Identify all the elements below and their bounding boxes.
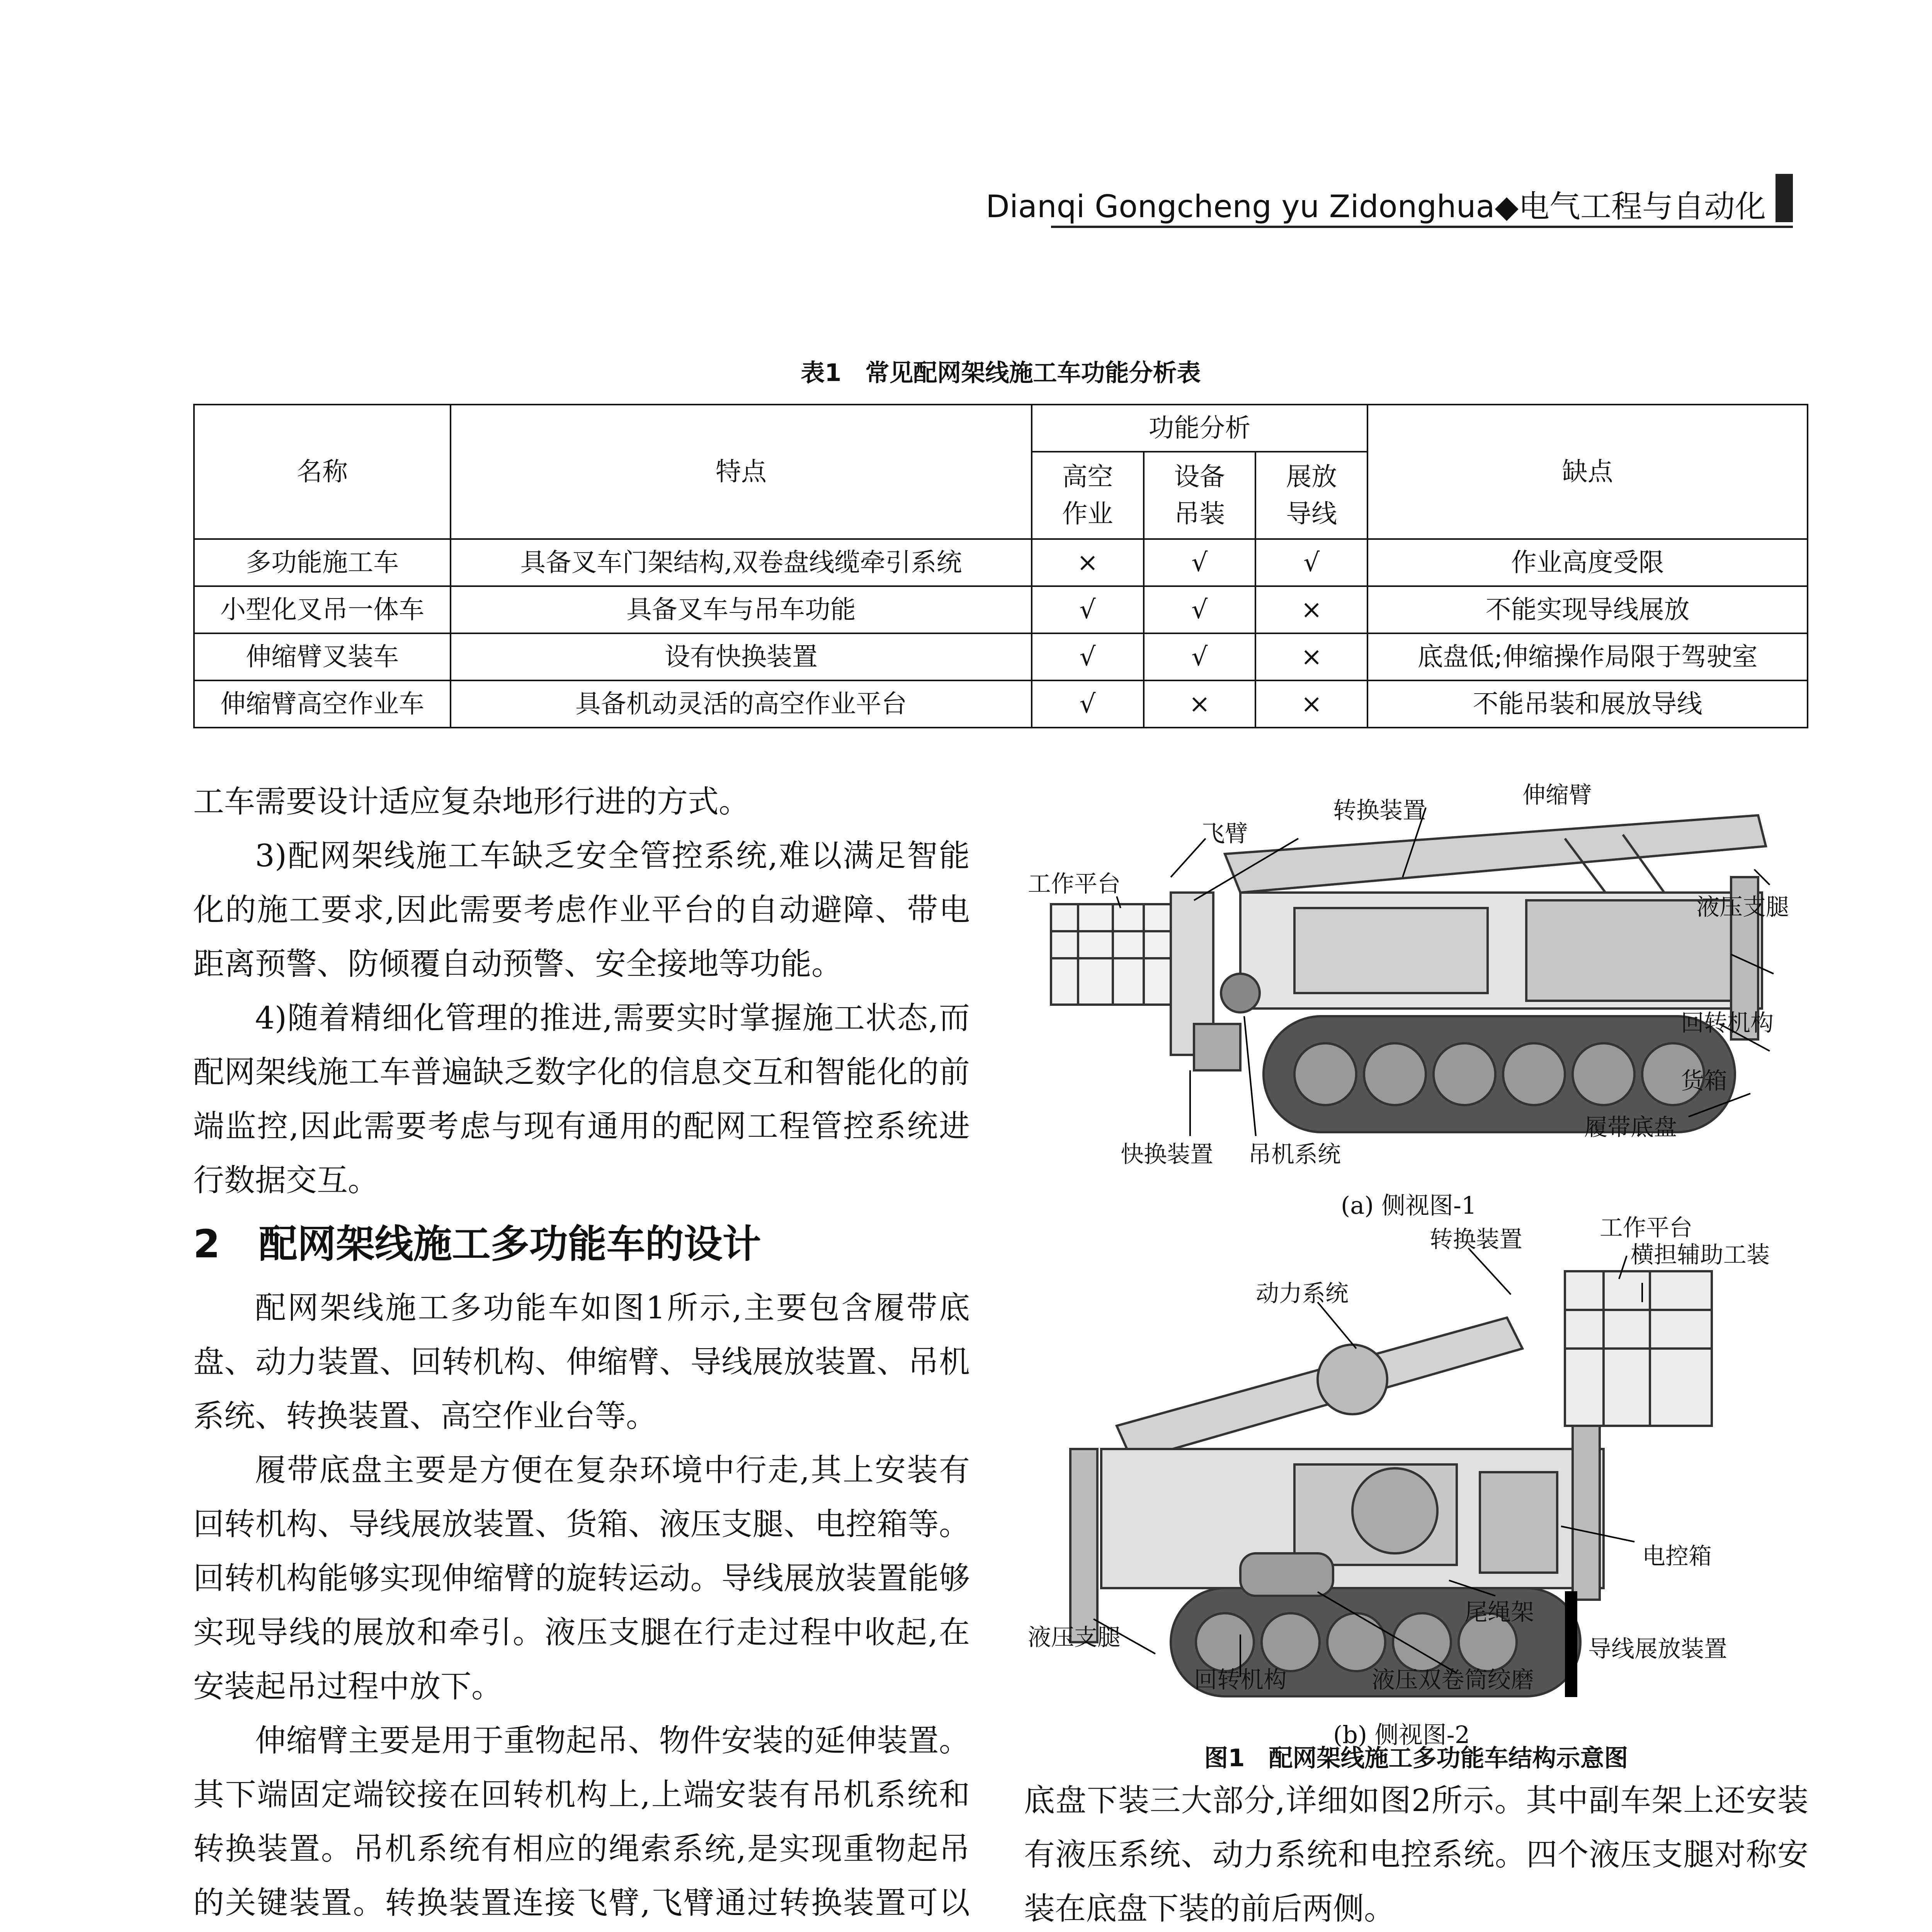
cell-lift: √ — [1144, 539, 1256, 586]
col-header-high-altitude — [1032, 452, 1144, 539]
right-column — [1024, 1774, 1808, 1932]
label-slewing: 回转机构 — [1681, 1010, 1774, 1037]
cell-feature: 具备机动灵活的高空作业平台 — [451, 680, 1031, 728]
label-tail-frame: 尾绳架 — [1464, 1599, 1534, 1626]
subfigure-b-caption: (b) 侧视图-2 — [1333, 1721, 1470, 1749]
label-converter: 转换装置 — [1430, 1226, 1522, 1253]
cell-feature: 设有快换装置 — [451, 633, 1031, 680]
table-header-row — [194, 405, 1808, 452]
col-header-lifting — [1144, 452, 1256, 539]
col-header-name: 名称 — [194, 405, 451, 539]
high-altitude-label: 高空作业 — [1062, 462, 1113, 529]
lifting-label: 设备吊装 — [1174, 462, 1225, 529]
journal-title: Dianqi Gongcheng yu Zidonghua◆电气工程与自动化 — [986, 189, 1766, 224]
header-rule — [1051, 226, 1793, 228]
subfigure-a-caption: (a) 侧视图-1 — [1341, 1191, 1477, 1219]
cell-feature: 具备叉车门架结构,双卷盘线缆牵引系统 — [451, 539, 1031, 586]
label-control-box: 电控箱 — [1642, 1543, 1712, 1570]
paragraph: 配网架线施工多功能车如图1所示,主要包含履带底盘、动力装置、回转机构、伸缩臂、导线展放装置、吊机系统、转换装置、高空作业台等。 — [193, 1290, 970, 1434]
figure-panel-b — [1024, 1214, 1808, 1749]
label-chassis: 履带底盘 — [1584, 1114, 1677, 1141]
label-converter: 转换装置 — [1333, 797, 1426, 824]
col-header-feature: 特点 — [451, 405, 1031, 539]
cell-pay: × — [1255, 633, 1367, 680]
label-platform: 工作平台 — [1028, 871, 1121, 898]
label-power: 动力系统 — [1256, 1280, 1349, 1307]
label-wire-device: 导线展放装置 — [1588, 1636, 1727, 1663]
section-heading: 2 配网架线施工多功能车的设计 — [193, 1221, 761, 1267]
cell-defect: 作业高度受限 — [1367, 539, 1808, 586]
paragraph: 3)配网架线施工车缺乏安全管控系统,难以满足智能化的施工要求,因此需要考虑作业平台的自动避障、带电距离预警、防倾覆自动预警、安全接地等功能。 — [193, 838, 970, 982]
col-header-paying-out — [1255, 452, 1367, 539]
cell-high: √ — [1032, 680, 1144, 728]
label-crossarm: 横担辅助工装 — [1631, 1242, 1770, 1269]
paragraph: 底盘下装三大部分,详细如图2所示。其中副车架上还安装有液压系统、动力系统和电控系统。四个液压支腿对称安装在底盘下装的前后两侧。 — [1024, 1782, 1808, 1927]
table-row — [194, 539, 1808, 586]
label-outrigger: 液压支腿 — [1028, 1624, 1121, 1651]
label-jib: 飞臂 — [1202, 820, 1248, 847]
table-row — [194, 633, 1808, 680]
table-row — [194, 680, 1808, 728]
paragraph: 4)随着精细化管理的推进,需要实时掌握施工状态,而配网架线施工车普遍缺乏数字化的信息交互和智能化的前端监控,因此需要考虑与现有通用的配网工程管控系统进行数据交互。 — [193, 1000, 970, 1198]
label-slewing: 回转机构 — [1194, 1667, 1287, 1694]
cell-name: 伸缩臂叉装车 — [194, 633, 451, 680]
cell-lift: × — [1144, 680, 1256, 728]
label-outrigger: 液压支腿 — [1696, 894, 1789, 921]
cell-defect: 底盘低;伸缩操作局限于驾驶室 — [1367, 633, 1808, 680]
function-analysis-table — [193, 404, 1808, 728]
label-quick-change: 快换装置 — [1121, 1141, 1213, 1168]
label-platform: 工作平台 — [1600, 1214, 1692, 1242]
paragraph: 工车需要设计适应复杂地形行进的方式。 — [193, 784, 750, 820]
cell-high: × — [1032, 539, 1144, 586]
cell-lift: √ — [1144, 633, 1256, 680]
paying-out-label: 展放导线 — [1286, 462, 1337, 529]
cell-pay: × — [1255, 586, 1367, 633]
label-crane: 吊机系统 — [1248, 1141, 1341, 1168]
running-header — [986, 170, 1793, 228]
figure-caption: 图1 配网架线施工多功能车结构示意图 — [1204, 1744, 1628, 1772]
paragraph: 伸缩臂主要是用于重物起吊、物件安装的延伸装置。其下端固定端铰接在回转机构上,上端安装有吊机系统和转换装置。吊机系统有相应的绳索系统,是实现重物起吊的关键装置。转换装置连接飞臂,飞臂通过转换装置可以 — [193, 1723, 970, 1921]
cell-name: 小型化叉吊一体车 — [194, 586, 451, 633]
cell-high: √ — [1032, 633, 1144, 680]
table-row — [194, 586, 1808, 633]
cell-lift: √ — [1144, 586, 1256, 633]
cell-pay: √ — [1255, 539, 1367, 586]
cell-high: √ — [1032, 586, 1144, 633]
cell-defect: 不能实现导线展放 — [1367, 586, 1808, 633]
paragraph: 履带底盘主要是方便在复杂环境中行走,其上安装有回转机构、导线展放装置、货箱、液压支腿、电控箱等。回转机构能够实现伸缩臂的旋转运动。导线展放装置能够实现导线的展放和牵引。液压支腿在行走过程中收起,在安装起吊过程中放下。 — [193, 1452, 970, 1704]
cell-defect: 不能吊装和展放导线 — [1367, 680, 1808, 728]
label-winch: 液压双卷筒绞磨 — [1372, 1667, 1534, 1694]
col-header-defect: 缺点 — [1367, 405, 1808, 539]
header-bar — [1776, 174, 1793, 222]
figure-1 — [1024, 777, 1808, 1749]
cell-name: 多功能施工车 — [194, 539, 451, 586]
figure-panel-a — [1024, 777, 1808, 1233]
col-header-function: 功能分析 — [1032, 405, 1367, 452]
left-column — [193, 775, 970, 1932]
cell-feature: 具备叉车与吊车功能 — [451, 586, 1031, 633]
table-caption: 表1 常见配网架线施工车功能分析表 — [801, 359, 1201, 387]
label-boom: 伸缩臂 — [1522, 782, 1592, 809]
label-cargo: 货箱 — [1681, 1068, 1727, 1095]
cell-pay: × — [1255, 680, 1367, 728]
cell-name: 伸缩臂高空作业车 — [194, 680, 451, 728]
